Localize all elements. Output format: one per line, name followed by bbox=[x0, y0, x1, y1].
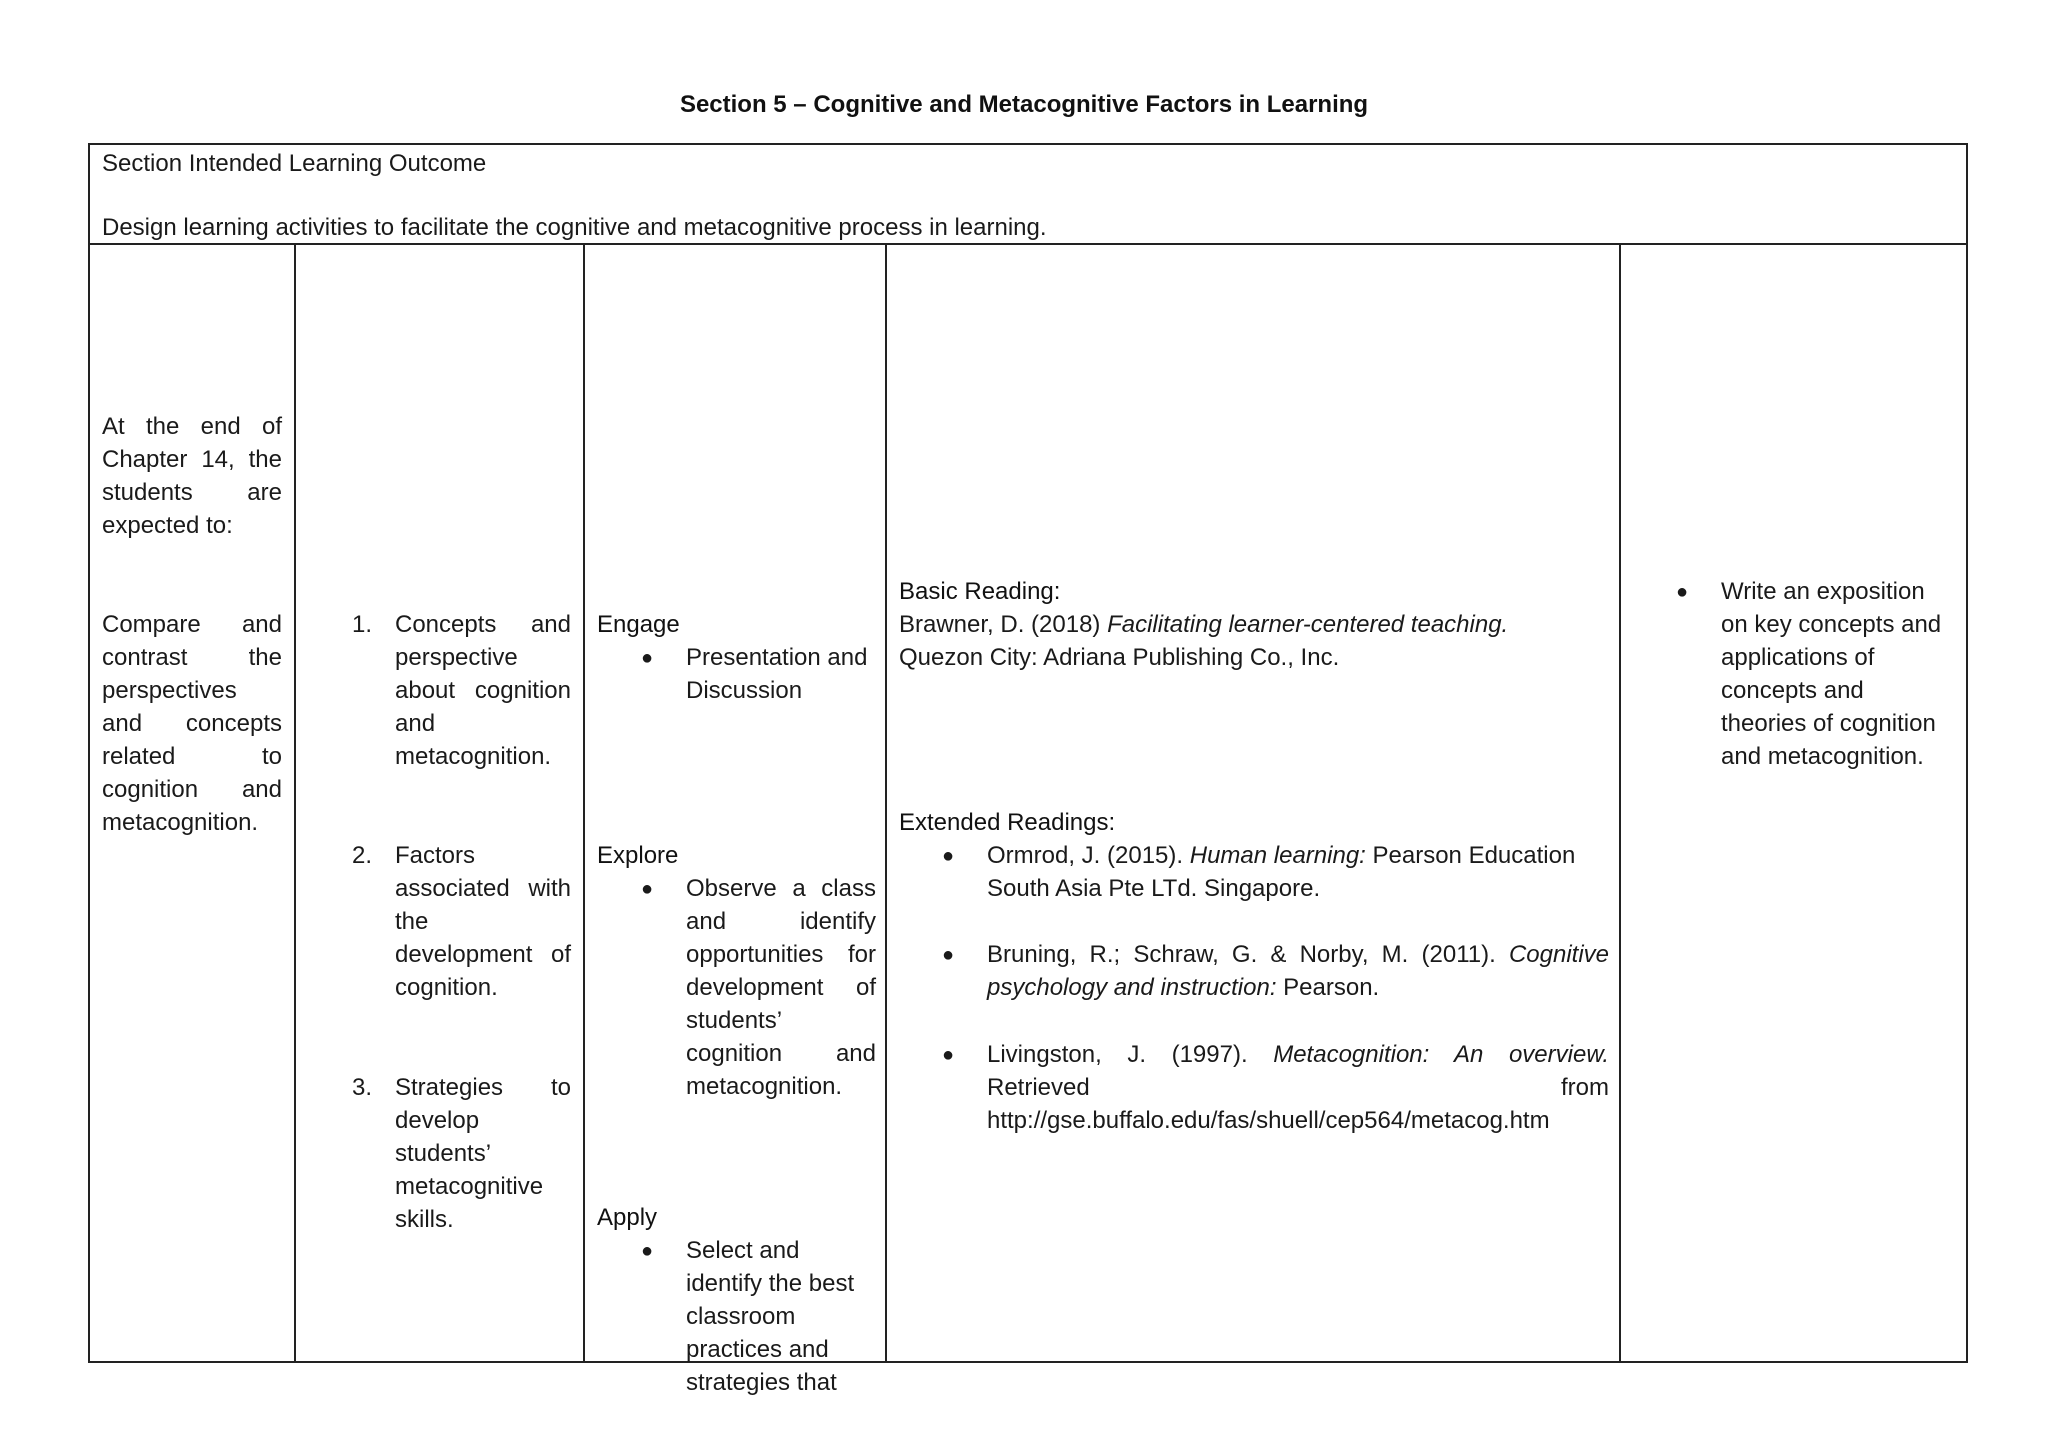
column-topics: 1. Concepts and perspective about cognition and metacognition. 2. Factors associated with the development of cognition. 3. Strategies to develop students’ metacognitive skills. bbox=[294, 245, 583, 1361]
outcome-objective: Compare and contrast the perspectives and concepts related to cognition and metacognition. bbox=[102, 611, 282, 836]
intended-outcome-row bbox=[90, 145, 1966, 245]
course-outline-table bbox=[88, 143, 1968, 1396]
basic-reading-label: Basic Reading: bbox=[899, 578, 1061, 605]
engage-activity: Presentation and Discussion bbox=[686, 644, 868, 704]
bullet-icon: ● bbox=[942, 1044, 955, 1066]
bullet-icon: ● bbox=[641, 647, 654, 669]
bullet-icon: ● bbox=[942, 845, 955, 867]
column-learning-outcomes bbox=[90, 245, 294, 1361]
outcome-heading: Section Intended Learning Outcome bbox=[102, 150, 487, 177]
apply-label: Apply bbox=[597, 1204, 658, 1231]
explore-label: Explore bbox=[597, 842, 679, 869]
outcome-text: Design learning activities to facilitate the cognitive and metacognitive process in learning. bbox=[102, 214, 1047, 241]
outcome-intro: At the end of Chapter 14, the students are expected to: bbox=[102, 413, 282, 539]
column-activities bbox=[583, 245, 885, 1396]
page-title: Section 5 – Cognitive and Metacognitive Factors in Learning bbox=[679, 91, 1369, 118]
bullet-icon: ● bbox=[641, 1240, 654, 1262]
apply-activity: Select and identify the best classroom practices and strategies that bbox=[686, 1237, 855, 1396]
extended-ref-3: Livingston, J. (1997). Metacognition: An overview. Retrieved from http://gse.buffalo.edu/fas/shuell/cep564/metacog.htm bbox=[987, 1041, 1609, 1134]
column-assessment bbox=[1619, 245, 1968, 1361]
extended-ref-2: Bruning, R.; Schraw, G. & Norby, M. (2011). Cognitive psychology and instruction: Pearson. bbox=[987, 941, 1609, 1001]
explore-activity: Observe a class and identify opportunities for development of students’ cognition and metacognition. bbox=[686, 875, 876, 1100]
extended-ref-1: Ormrod, J. (2015). Human learning: Pearson Education South Asia Pte LTd. Singapore. bbox=[987, 842, 1576, 902]
extended-readings-label: Extended Readings: bbox=[899, 809, 1116, 836]
bullet-icon: ● bbox=[1676, 581, 1689, 603]
engage-label: Engage bbox=[597, 611, 680, 638]
bullet-icon: ● bbox=[942, 944, 955, 966]
basic-reading-ref: Brawner, D. (2018) Facilitating learner-centered teaching. Quezon City: Adriana Publishing Co., Inc. bbox=[899, 611, 1509, 671]
column-readings bbox=[885, 245, 1619, 1361]
assessment-task: Write an exposition on key concepts and applications of concepts and theories of cognition and metacognition. bbox=[1721, 578, 1942, 770]
bullet-icon: ● bbox=[641, 878, 654, 900]
